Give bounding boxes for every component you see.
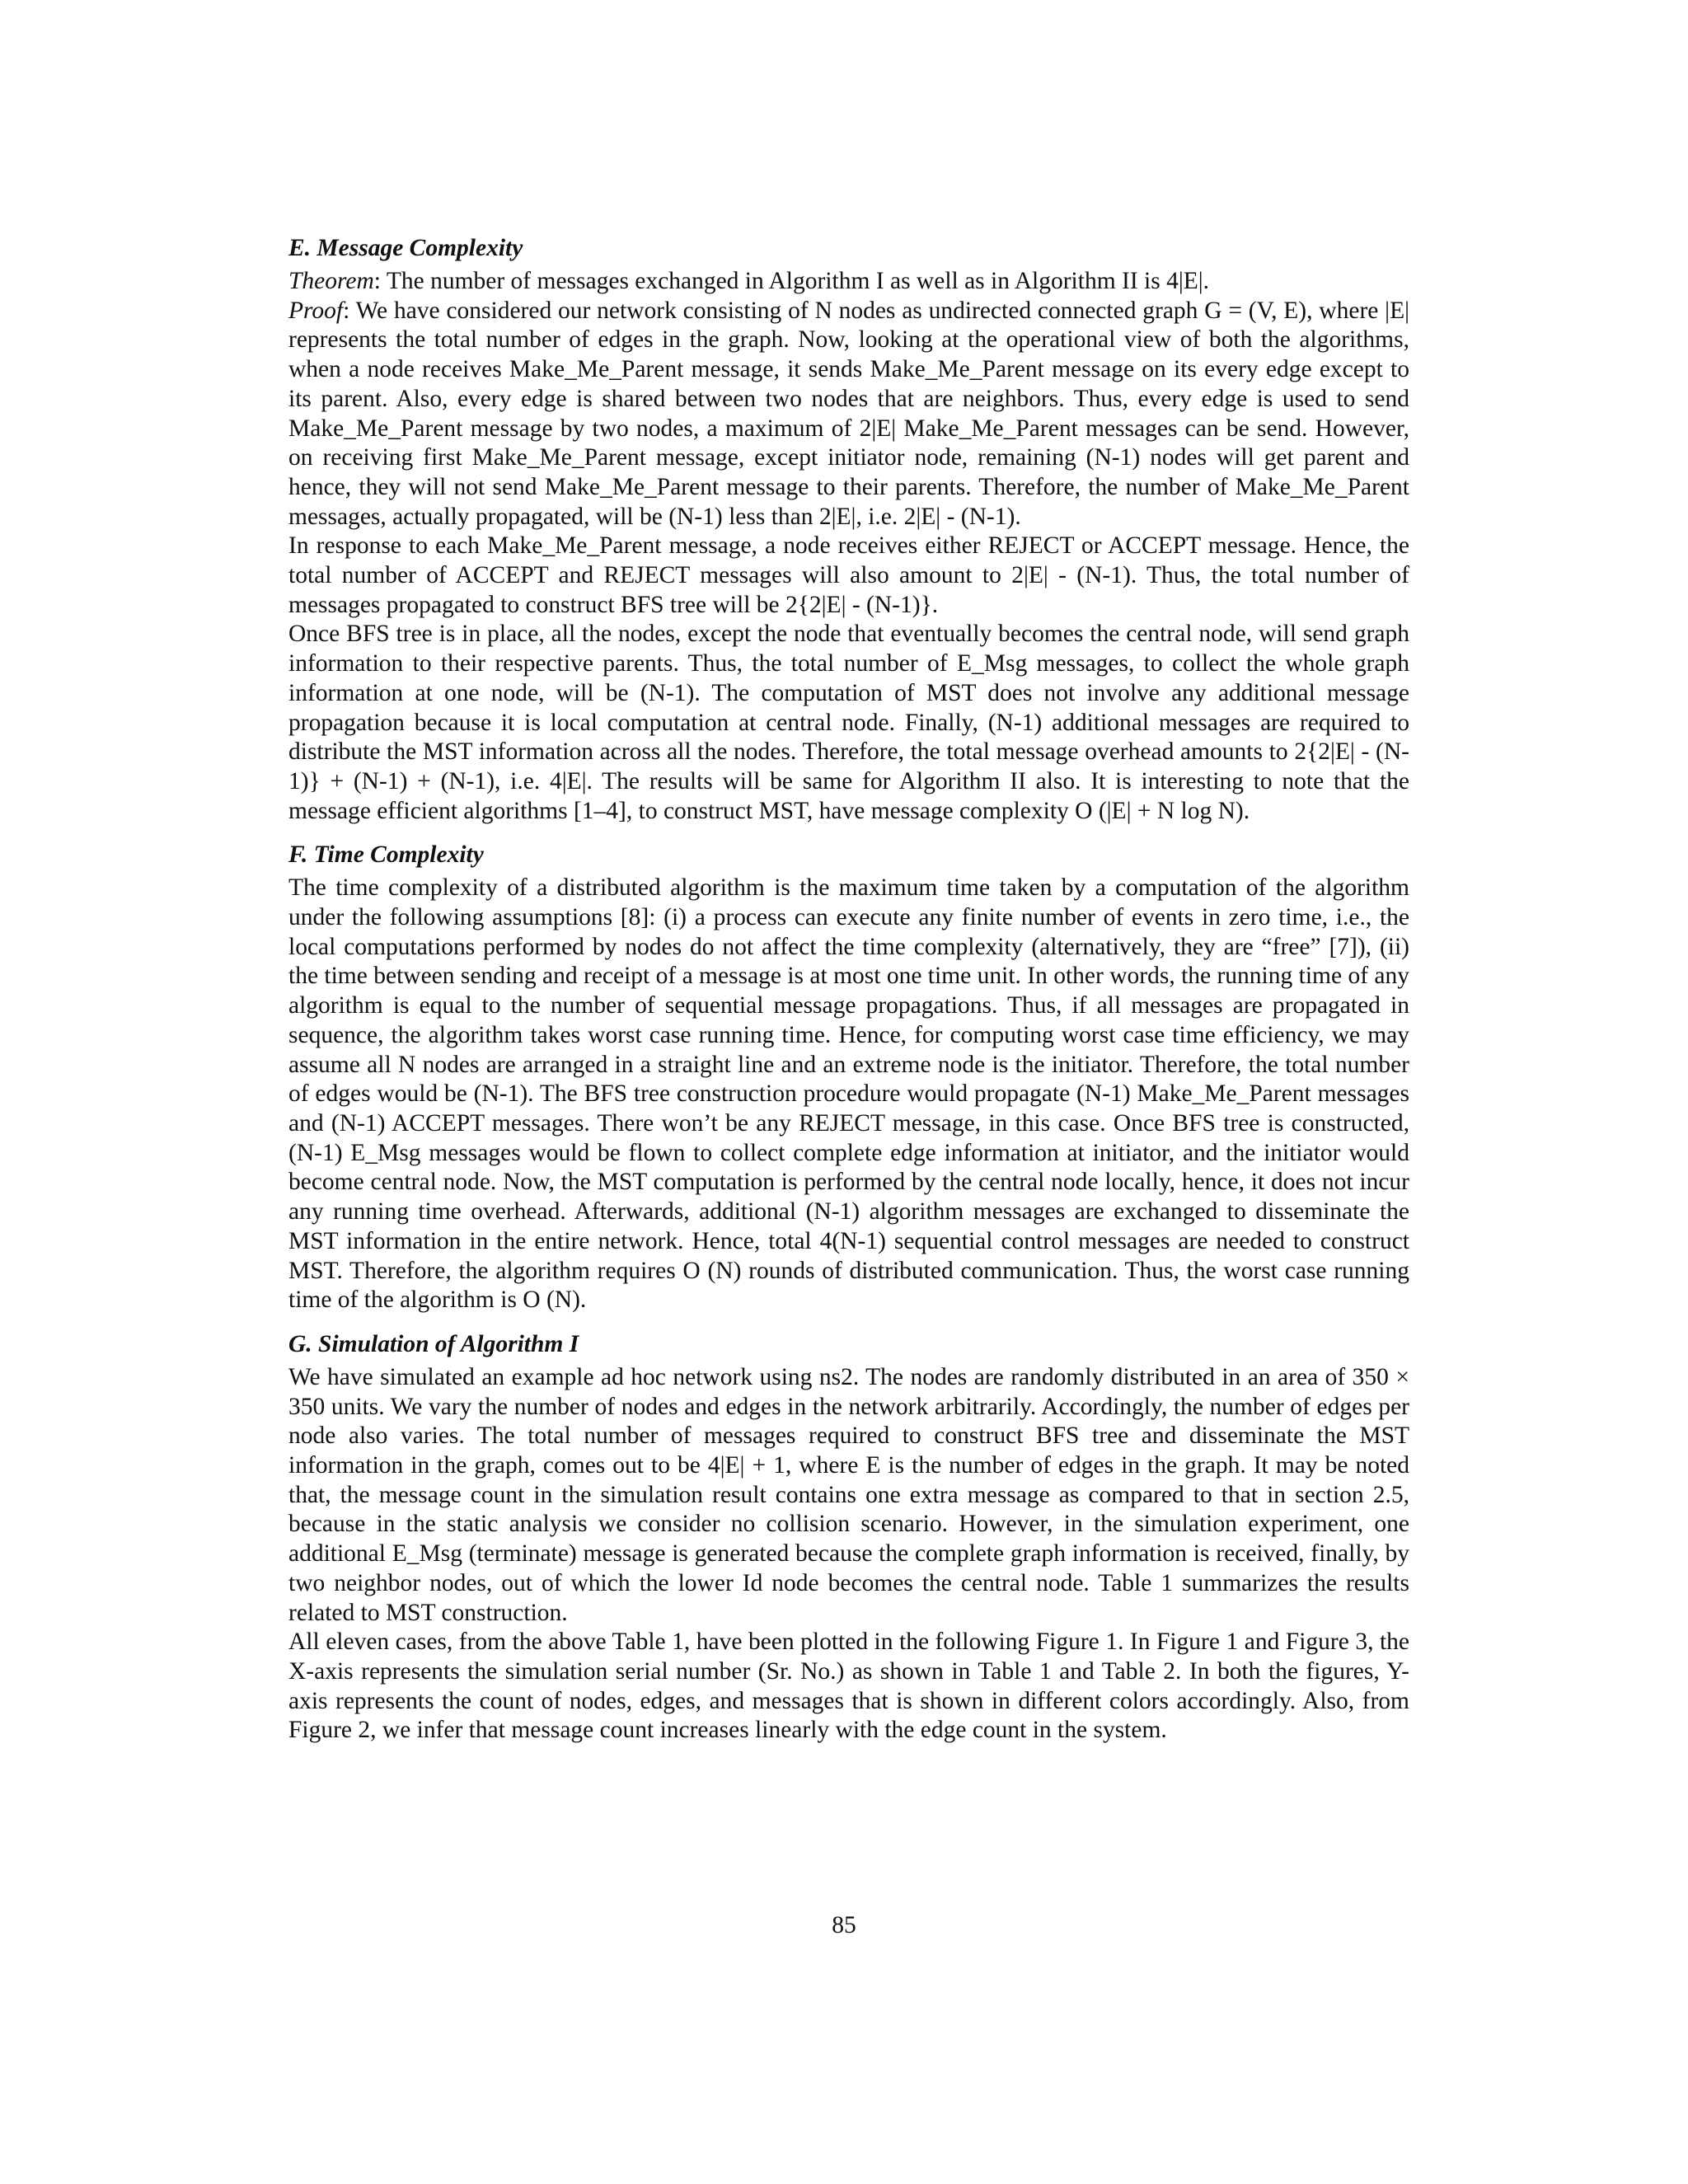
bfs-paragraph: Once BFS tree is in place, all the nodes, except the node that eventually becomes the central node, will send graph information to their respective parents. Thus, the total number of E_Msg messages, to collect the whole graph information at one node, will be (N-1). The computation of MST does not involve any additional message propagation because it is local computation at central node. Finally, (N-1) additional messages are required to distribute the MST information across all the nodes. Therefore, the total message overhead amounts to 2{2|E| - (N-1)} + (N-1) + (N-1), i.e. 4|E|. The results will be same for Algorithm II also. It is interesting to note that the message efficient algorithms [1–4], to construct MST, have message complexity O (|E| + N log N).	[288, 621, 1409, 824]
page-body	[288, 232, 1409, 1746]
page-number: 85	[832, 1912, 856, 1938]
section-f-heading: F. Time Complexity	[288, 841, 484, 869]
cases-paragraph: All eleven cases, from the above Table 1, have been plotted in the following Figure 1. In Figure 1 and Figure 3, the X-axis represents the simulation serial number (Sr. No.) as shown in Table 1 and Table 2. In both the figures, Y-axis represents the count of nodes, edges, and messages that is shown in different colors accordingly. Also, from Figure 2, we infer that message count increases linearly with the edge count in the system.	[288, 1629, 1409, 1744]
section-g-heading: G. Simulation of Algorithm I	[288, 1330, 579, 1357]
simulation-paragraph: We have simulated an example ad hoc network using ns2. The nodes are randomly distributed in an area of 350 × 350 units. We vary the number of nodes and edges in the network arbitrarily. Accordingly, the number of edges per node also varies. The total number of messages required to construct BFS tree and disseminate the MST information in the graph, comes out to be 4|E| + 1, where E is the number of edges in the graph. It may be noted that, the message count in the simulation result contains one extra message as compared to that in section 2.5, because in the static analysis we consider no collision scenario. However, in the simulation experiment, one additional E_Msg (terminate) message is generated because the complete graph information is received, finally, by two neighbor nodes, out of which the lower Id node becomes the central node. Table 1 summarizes the results related to MST construction.	[288, 1363, 1409, 1626]
section-e-heading: E. Message Complexity	[288, 235, 523, 261]
proof-paragraph	[288, 297, 1409, 532]
response-paragraph: In response to each Make_Me_Parent message, a node receives either REJECT or ACCEPT message. Hence, the total number of ACCEPT and REJECT messages will also amount to 2|E| - (N-1). Thus, the total number of messages propagated to construct BFS tree will be 2{2|E| - (N-1)}.	[288, 532, 1409, 618]
theorem-text: : The number of messages exchanged in Algorithm I as well as in Algorithm II is 4|E|.	[373, 268, 1210, 294]
proof-text: : We have considered our network consisting of N nodes as undirected connected graph G = (V, E), where |E| represents the total number of edges in the graph. Now, looking at the operational view of both the algorithms, when a node receives Make_Me_Parent message, it sends Make_Me_Parent message on its every edge except to its parent. Also, every edge is shared between two nodes that are neighbors. Thus, every edge is used to send Make_Me_Parent message by two nodes, a maximum of 2|E| Make_Me_Parent messages can be send. However, on receiving first Make_Me_Parent message, except initiator node, remaining (N-1) nodes will get parent and hence, they will not send Make_Me_Parent message to their parents. Therefore, the number of Make_Me_Parent messages, actually propagated, will be (N-1) less than 2|E|, i.e. 2|E| - (N-1).	[288, 297, 1409, 530]
time-complexity-paragraph: The time complexity of a distributed algorithm is the maximum time taken by a computation of the algorithm under the following assumptions [8]: (i) a process can execute any finite number of events in zero time, i.e., the local computations performed by nodes do not affect the time complexity (alternatively, they are “free” [7]), (ii) the time between sending and receipt of a message is at most one time unit. In other words, the running time of any algorithm is equal to the number of sequential message propagations. Thus, if all messages are propagated in sequence, the algorithm takes worst case running time. Hence, for computing worst case time efficiency, we may assume all N nodes are arranged in a straight line and an extreme node is the initiator. Therefore, the total number of edges would be (N-1). The BFS tree construction procedure would propagate (N-1) Make_Me_Parent messages and (N-1) ACCEPT messages. There won’t be any REJECT message, in this case. Once BFS tree is constructed, (N-1) E_Msg messages would be flown to collect complete edge information at initiator, and the initiator would become central node. Now, the MST computation is performed by the central node locally, hence, it does not incur any running time overhead. Afterwards, additional (N-1) algorithm messages are exchanged to disseminate the MST information in the entire network. Hence, total 4(N-1) sequential control messages are needed to construct MST. Therefore, the algorithm requires O (N) rounds of distributed communication. Thus, the worst case running time of the algorithm is O (N).	[288, 874, 1409, 1314]
theorem-paragraph	[288, 267, 1409, 297]
proof-label: Proof	[288, 297, 344, 324]
theorem-label: Theorem	[288, 268, 374, 294]
